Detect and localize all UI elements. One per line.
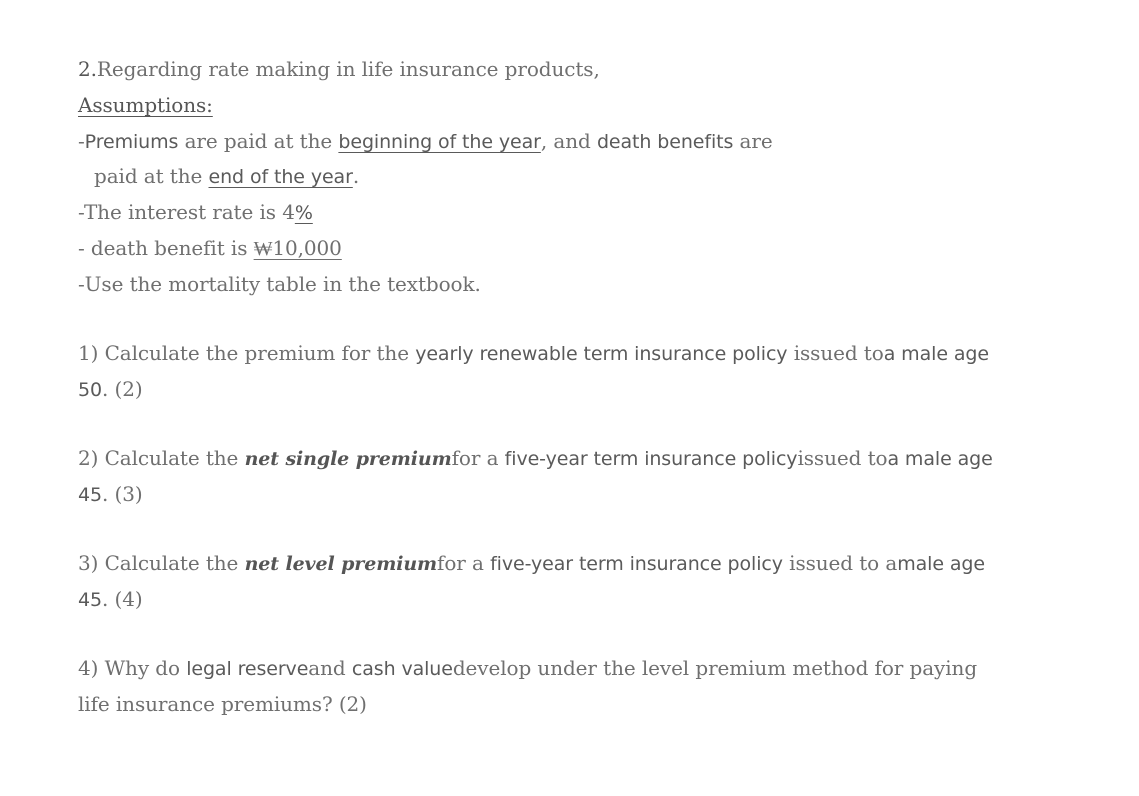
text-fragment: for a [437,551,491,576]
assumption-premium-timing-cont [78,159,1078,195]
male-age-term: male age [897,553,985,576]
text-fragment: issued to [797,446,888,471]
text-fragment: 3) Calculate the [78,551,245,576]
question-4-line-2 [78,687,1078,723]
assumption-premium-timing [78,124,1078,160]
assumption-mortality-table [78,267,1078,303]
question-3-line-1 [78,546,1078,582]
question-3-line-2 [78,582,1078,618]
text-fragment: . (4) [101,587,143,612]
death-benefits-term: death benefits [596,130,734,153]
interest-percent-sign: % [294,202,313,225]
text-fragment: 1) Calculate the premium for the [78,341,416,366]
death-benefit-amount: ₩10,000 [253,235,342,260]
text-fragment: . (2) [101,376,143,401]
text-fragment: paid at the [94,164,209,189]
text-fragment: 4) Why do [78,656,187,681]
assumptions-label-line [78,88,1078,124]
male-age-term: a male age [887,448,993,471]
question-heading [78,52,1078,88]
five-year-term-policy: five-year term insurance policy [504,448,798,471]
text-fragment: 2) Calculate the [78,446,245,471]
net-level-premium-term: net level premium [244,553,438,576]
legal-reserve-term: legal reserve [186,658,309,681]
spacer [78,513,1078,547]
assumption-interest-rate [78,195,1078,231]
cash-value-term: cash value [351,658,453,681]
premiums-term: Premiums [84,130,179,153]
text-fragment: - death benefit is [78,235,254,260]
five-year-term-policy: five-year term insurance policy [490,553,783,576]
question-4-line-1 [78,651,1078,687]
question-heading-text: Regarding rate making in life insurance products, [96,57,600,81]
question-2-line-2 [78,477,1078,513]
text-fragment: , and [540,128,597,153]
text-fragment: issued to a [782,551,898,576]
text-fragment: for a [451,446,505,471]
net-single-premium-term: net single premium [244,448,452,471]
bullet-dash: - [78,128,85,153]
text-fragment: issued to [787,341,884,366]
yearly-renewable-term-policy: yearly renewable term insurance policy [415,343,788,366]
text-fragment: develop under the level premium method for paying [452,656,978,681]
age-value: 45 [78,483,102,506]
spacer [78,618,1078,652]
text-fragment: -Use the mortality table in the textbook. [78,271,481,296]
assumptions-label: Assumptions: [78,92,213,117]
text-fragment: -The interest rate is 4 [78,200,295,225]
question-2-line-1 [78,441,1078,477]
text-fragment: and [308,656,352,681]
question-1-line-1 [78,336,1078,372]
text-fragment: are [733,128,773,153]
question-1-line-2 [78,372,1078,408]
text-fragment: life insurance premiums? (2) [78,692,367,717]
spacer [78,303,1078,337]
question-number: 2. [78,57,97,81]
text-fragment: . [352,164,360,189]
text-fragment: are paid at the [178,128,339,153]
beginning-of-year-term: beginning of the year [338,130,541,153]
end-of-year-term: end of the year [208,166,353,189]
text-fragment: . (3) [101,481,143,506]
male-age-term: a male age [883,343,989,366]
age-value: 50 [78,378,102,401]
assumption-death-benefit [78,231,1078,267]
document-body [78,52,1078,723]
spacer [78,408,1078,442]
age-value: 45 [78,589,102,612]
